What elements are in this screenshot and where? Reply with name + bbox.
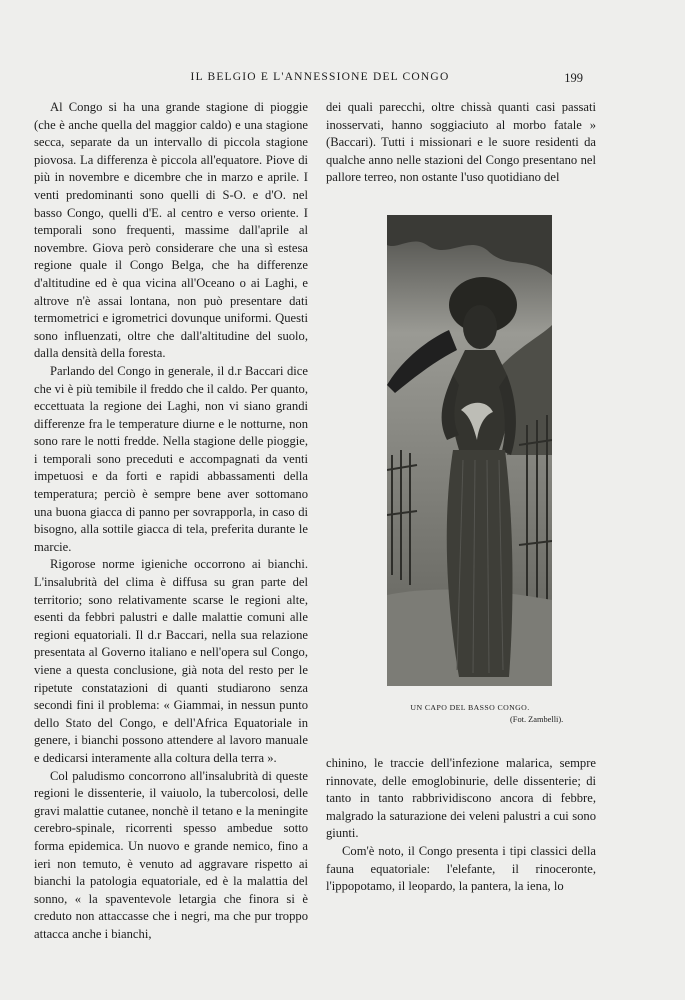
paragraph-diseases: Col paludismo concorrono all'insalubrità di queste regioni le dissenterie, il vaiuolo, la tubercolosi, delle gravi malattie cutanee, nonchè il tetano e la meningite cerebro-spinale, ricorrenti spesso ambedue sotto forma epidemica. Un nuovo e grande nemico, fino a ieri non temuto, è venuto ad aggravare rispetto ai bianchi la patologia equatoriale, ed è la malattia del sonno, « la spaventevole letargia che finora si è creduto non attaccasse che i negri, ma che pur troppo attacca anche i bianchi, bbox=[34, 768, 308, 941]
figure-caption: UN CAPO DEL BASSO CONGO. bbox=[410, 703, 530, 712]
photo-credit: (Fot. Zambelli). bbox=[510, 715, 564, 724]
right-column-bottom bbox=[326, 755, 596, 896]
right-column-top bbox=[326, 99, 596, 187]
paragraph-continuation: dei quali parecchi, oltre chissà quanti casi passati inosservati, hanno soggiaciuto al morbo fatale » (Baccari). Tutti i missionari e le suore residenti da qualche anno nelle stazioni del Congo presentano nel pallore terreo, non ostante l'uso quotidiano del bbox=[326, 100, 596, 185]
paragraph-quinine: chinino, le traccie dell'infezione malarica, sempre rinnovate, delle emoglobinurie, delle dissenterie; di tanto in tanto rabbrividiscono ancora di febbre, malgrado la saturazione dei veleni palustri a cui sono giunti. bbox=[326, 756, 596, 841]
chief-photograph bbox=[387, 215, 552, 686]
page-number: 199 bbox=[564, 71, 583, 85]
paragraph-fauna: Com'è noto, il Congo presenta i tipi classici della fauna equatoriale: l'elefante, il rinoceronte, l'ippopotamo, il leopardo, la pantera, la iena, lo bbox=[326, 843, 596, 894]
left-column bbox=[34, 99, 308, 944]
paragraph-cold: Parlando del Congo in generale, il d.r Baccari dice che vi è più temibile il freddo che il caldo. Per quanto, eccettuata la regione dei Laghi, non vi siano grandi differenze fra le temperature diurne e le notturne, non sono rare le notti fredde. Nella stagione delle pioggie, i temporali sono preceduti e accompagnati da venti impetuosi e da forti e rapidi abbassamenti della temperatura; perciò è sempre bene aver sottomano una buona giacca di panno per sovrapporla, in caso di bisogno, alla sottile giacca di tela, preferita durante le marcie. bbox=[34, 363, 308, 554]
running-title: IL BELGIO E L'ANNESSIONE DEL CONGO bbox=[190, 71, 450, 83]
paragraph-climate: Al Congo si ha una grande stagione di pioggie (che è anche quella del maggior caldo) e una stagione secca, separate da un intervallo di piccola stagione piovosa. La differenza è piccola all'equatore. Piove di più in novembre e dicembre che in marzo e aprile. I venti predominanti sono quelli di S-O. e d'O. nel basso Congo, quelli d'E. al centro e verso oriente. I temporali sono frequenti, massime dall'aprile al novembre. Giova però considerare che una sì estesa regione quale il Congo Belga, che ha differenze d'altitudine ed è qua vicina all'Oceano o ai Laghi, e altrove n'è assai lontana, non può presentare dati termometrici e igrometrici dovunque uniformi. Questi sono influenzati, oltre che dall'altitudine del suolo, dalla densità della foresta. bbox=[34, 100, 308, 361]
paragraph-hygiene: Rigorose norme igieniche occorrono ai bianchi. L'insalubrità del clima è diffusa su gran parte del territorio; sono relativamente scarse le regioni alte, esenti da febbri palustri e dalle malattie comuni alle regioni equatoriali. Il d.r Baccari, nella sua relazione presentata al Governo italiano e nell'opera sul Congo, viene a questa conclusione, già nota del resto per le ripetute constatazioni di quanti studiarono senza secondi fini il problema: « Giammai, in nessun punto dello Stato del Congo, e dell'Africa Equatoriale in genere, i bianchi possono attendere al lavoro manuale e dedicarsi interamente alla coltura della terra ». bbox=[34, 557, 308, 765]
